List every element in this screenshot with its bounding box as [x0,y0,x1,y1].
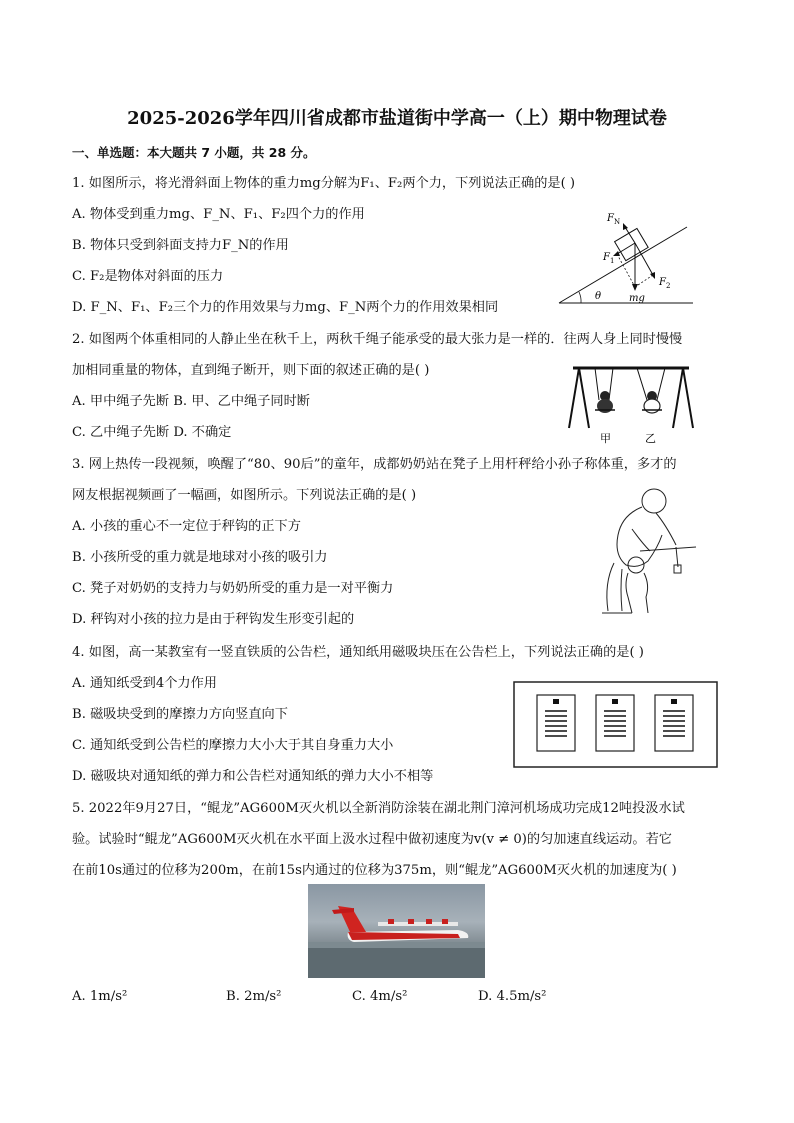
seaplane-photo [308,884,485,978]
fn-label: F [607,213,614,224]
swing-label-jia: 甲 [600,432,611,445]
q1-stem: 1. 如图所示，将光滑斜面上物体的重力mg分解为F₁、F₂两个力，下列说法正确的是( ) [72,176,576,191]
q5-option-d: D. 4.5m/s² [478,989,547,1004]
q4-option-d: D. 磁吸块对通知纸的弹力和公告栏对通知纸的弹力大小不相等 [72,769,434,784]
q3-stem-line1: 3. 网上热传一段视频，唤醒了“80、90后”的童年，成都奶奶站在凳子上用杆秤给小孙子称体重，多才的 [72,457,677,472]
f2-sub: 2 [666,282,671,290]
q4-option-b: B. 磁吸块受到的摩擦力方向竖直向下 [72,707,288,722]
q1-option-c: C. F₂是物体对斜面的压力 [72,269,224,284]
fn-sub: N [614,218,621,226]
q5-option-b: B. 2m/s² [226,989,282,1004]
q3-option-c: C. 凳子对奶奶的支持力与奶奶所受的重力是一对平衡力 [72,581,394,596]
incline-force-diagram [555,205,695,310]
grandma-steelyard-drawing [592,485,702,620]
notice-board-diagram [513,681,718,768]
q5-option-a: A. 1m/s² [72,989,128,1004]
q3-option-d: D. 秤钩对小孩的拉力是由于秤钩发生形变引起的 [72,612,355,627]
q3-option-b: B. 小孩所受的重力就是地球对小孩的吸引力 [72,550,328,565]
mg-label: mg [629,293,645,304]
q4-option-c: C. 通知纸受到公告栏的摩擦力大小大于其自身重力大小 [72,738,394,753]
f1-sub: 1 [610,257,615,265]
q2-options-ab: A. 甲中绳子先断 B. 甲、乙中绳子同时断 [72,394,310,409]
q2-stem-line1: 2. 如图两个体重相同的人静止坐在秋千上，两秋千绳子能承受的最大张力是一样的．往两人身上同时慢慢 [72,332,683,347]
swing-diagram [565,362,695,447]
q5-stem-line1: 5. 2022年9月27日，“鲲龙”AG600M灭火机以全新消防涂装在湖北荆门漳河机场成功完成12吨投汲水试 [72,801,685,816]
theta-label: θ [595,291,602,302]
q4-stem: 4. 如图，高一某教室有一竖直铁质的公告栏，通知纸用磁吸块压在公告栏上，下列说法正确的是( ) [72,645,644,660]
q2-options-cd: C. 乙中绳子先断 D. 不确定 [72,425,232,440]
q1-option-d: D. F_N、F₁、F₂三个力的作用效果与力mg、F_N两个力的作用效果相同 [72,300,499,315]
swing-label-yi: 乙 [645,432,656,445]
notice-paper-3 [655,695,693,751]
q4-option-a: A. 通知纸受到4个力作用 [72,676,217,691]
page-title: 2025-2026学年四川省成都市盐道街中学高一（上）期中物理试卷 [127,108,667,129]
f1-label: F [603,252,610,263]
q5-stem-line2: 验。试验时“鲲龙”AG600M灭火机在水平面上汲水过程中做初速度为v(v ≠ 0)的匀加速直线运动。若它 [72,832,672,847]
q1-option-a: A. 物体受到重力mg、F_N、F₁、F₂四个力的作用 [72,207,365,222]
q3-option-a: A. 小孩的重心不一定位于秤钩的正下方 [72,519,301,534]
notice-paper-1 [537,695,575,751]
q5-option-c: C. 4m/s² [352,989,408,1004]
q5-stem-line3: 在前10s通过的位移为200m，在前15s内通过的位移为375m，则“鲲龙”AG600M灭火机的加速度为( ) [72,863,677,878]
notice-paper-2 [596,695,634,751]
q1-option-b: B. 物体只受到斜面支持力F_N的作用 [72,238,289,253]
section-heading: 一、单选题：本大题共 7 小题，共 28 分。 [72,145,316,160]
q3-stem-line2: 网友根据视频画了一幅画，如图所示。下列说法正确的是( ) [72,488,417,503]
q2-stem-line2: 加相同重量的物体，直到绳子断开，则下面的叙述正确的是( ) [72,363,430,378]
f2-label: F [659,277,666,288]
